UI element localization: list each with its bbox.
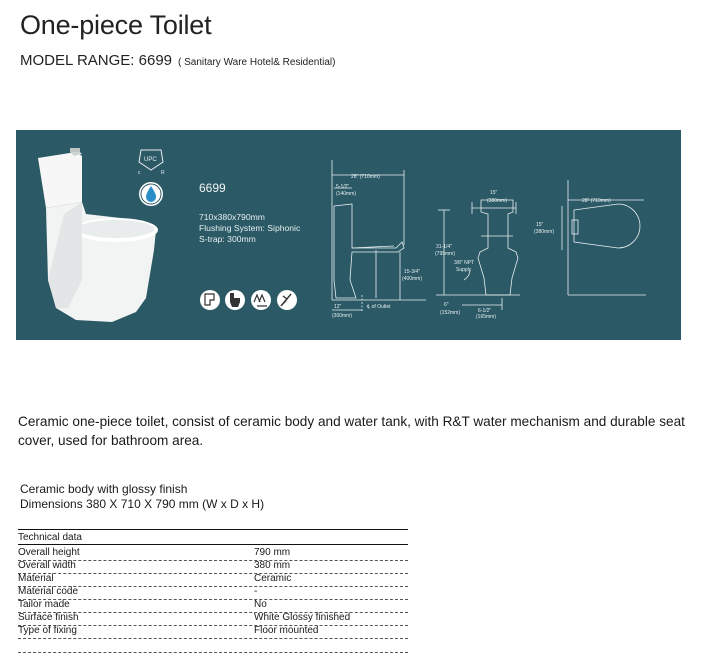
row-value: White Glossy finished	[254, 612, 351, 623]
svg-text:28" (710mm): 28" (710mm)	[582, 198, 611, 204]
table-top-rule	[18, 529, 408, 530]
svg-text:12": 12"	[334, 304, 342, 310]
body-finish: Ceramic body with glossy finish	[20, 482, 188, 496]
banner-graphics	[16, 130, 681, 340]
table-row	[18, 547, 408, 561]
svg-text:(795mm): (795mm)	[435, 251, 456, 257]
body-dimensions: Dimensions 380 X 710 X 790 mm (W x D x H)	[20, 497, 265, 511]
spec-flushing: Flushing System: Siphonic	[199, 223, 301, 233]
row-key: Overall width	[18, 560, 76, 571]
upc-cert-mark	[138, 150, 165, 176]
row-value: No	[254, 599, 267, 610]
table-row	[18, 560, 408, 574]
svg-text:5-1/2": 5-1/2"	[336, 184, 350, 190]
table-bottom-rule	[18, 652, 408, 653]
row-key: Material	[18, 573, 54, 584]
svg-text:(380mm): (380mm)	[534, 229, 555, 235]
row-value: -	[254, 586, 258, 597]
svg-text:28" (710mm): 28" (710mm)	[351, 174, 380, 180]
svg-text:15": 15"	[490, 190, 498, 196]
svg-text:Supply: Supply	[456, 267, 472, 273]
svg-text:(300mm): (300mm)	[332, 313, 353, 319]
table-heading-rule	[18, 544, 408, 545]
svg-text:c: c	[138, 170, 141, 176]
spec-dimensions: 710x380x790mm	[199, 212, 265, 222]
row-value: Ceramic	[254, 573, 292, 584]
svg-text:(380mm): (380mm)	[487, 198, 508, 204]
svg-text:6-1/2": 6-1/2"	[478, 308, 492, 314]
table-row	[18, 586, 408, 600]
row-value: Floor mounted	[254, 625, 319, 636]
table-row	[18, 625, 408, 639]
svg-text:(165mm): (165mm)	[476, 314, 497, 320]
product-banner	[16, 130, 681, 340]
page-title: One-piece Toilet	[20, 10, 212, 40]
model-note: ( Sanitary Ware Hotel& Residential)	[178, 57, 336, 68]
row-value: 790 mm	[254, 547, 291, 558]
svg-text:UPC: UPC	[144, 157, 157, 163]
table-row	[18, 599, 408, 613]
eco-flush-icon	[251, 290, 271, 310]
product-code: 6699	[199, 181, 226, 195]
product-description: Ceramic one-piece toilet, consist of ceramic body and water tank, with R&T water mechanism and durable seat cover, used for bathroom area.	[18, 414, 685, 448]
table-heading: Technical data	[18, 532, 82, 543]
water-sense-badge-icon	[139, 182, 163, 206]
svg-text:3/8" NPT: 3/8" NPT	[454, 260, 475, 266]
spec-trap: S-trap: 300mm	[199, 234, 256, 244]
model-range-text: MODEL RANGE: 6699	[20, 52, 172, 69]
easy-clean-icon	[277, 290, 297, 310]
row-key: Surface finish	[18, 612, 79, 623]
svg-text:(140mm): (140mm)	[336, 191, 357, 197]
row-key: Material code	[18, 586, 79, 597]
svg-text:15-3/4": 15-3/4"	[404, 269, 420, 275]
svg-text:31-1/4": 31-1/4"	[436, 244, 452, 250]
table-row	[18, 612, 408, 626]
one-piece-toilet-icon	[225, 290, 245, 310]
svg-text:6": 6"	[444, 302, 449, 308]
model-range	[20, 52, 335, 69]
svg-text:(152mm): (152mm)	[440, 310, 461, 316]
side-elevation-drawing	[332, 160, 426, 312]
svg-text:(400mm): (400mm)	[402, 276, 423, 282]
table-row	[18, 573, 408, 587]
svg-text:R: R	[161, 170, 165, 176]
row-key: Tailor made	[18, 599, 70, 610]
row-key: Type of fixing	[18, 625, 77, 636]
soft-close-seat-icon	[200, 290, 220, 310]
row-value: 380 mm	[254, 560, 291, 571]
svg-text:℄ of Outlet: ℄ of Outlet	[367, 304, 391, 310]
svg-text:15": 15"	[536, 222, 544, 228]
row-key: Overall height	[18, 547, 80, 558]
